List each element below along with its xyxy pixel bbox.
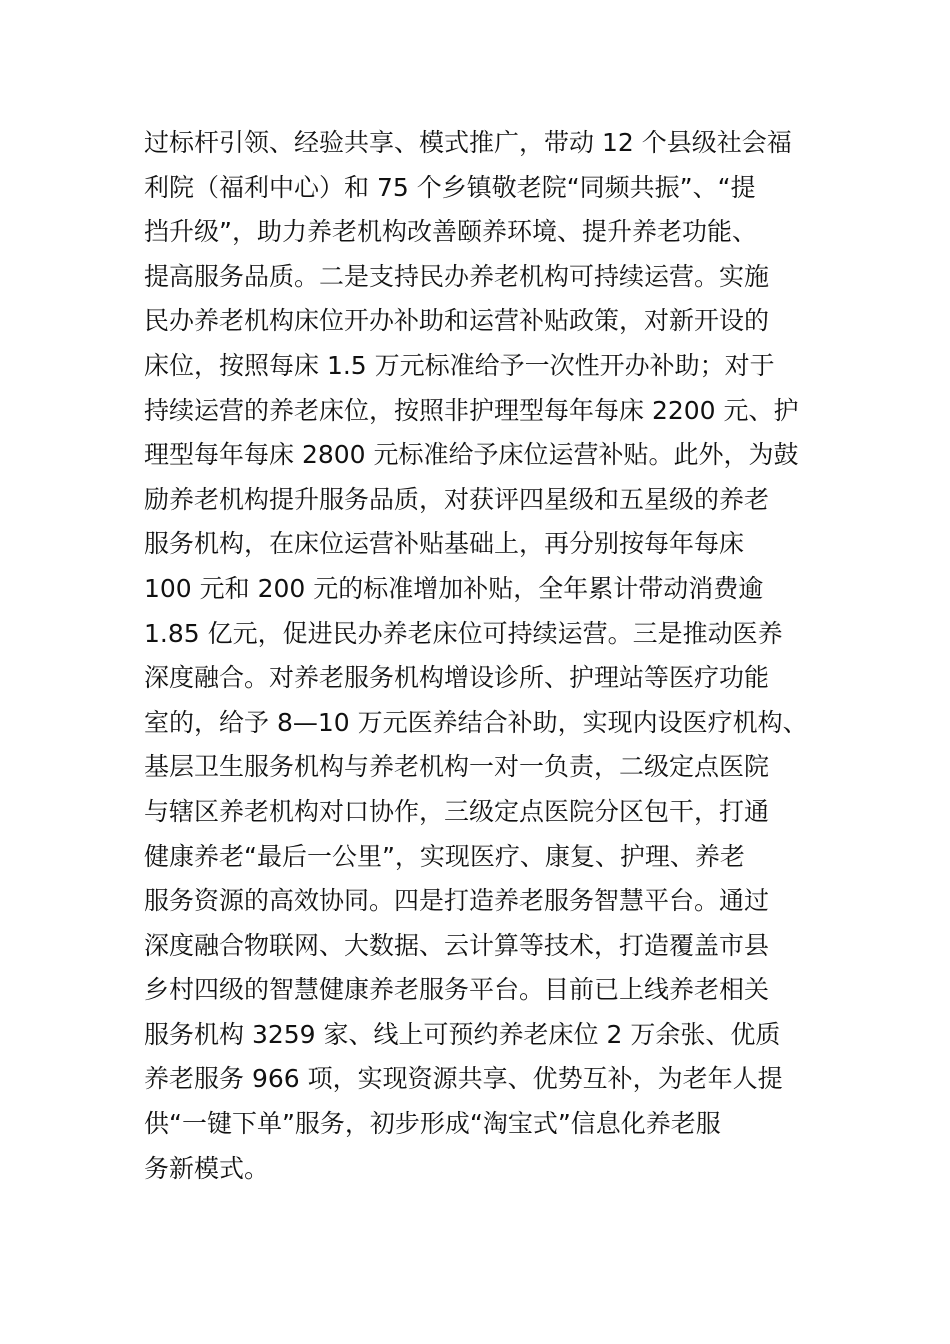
text-line: 利院（福利中心）和 75 个乡镇敬老院“同频共振”、“提 xyxy=(144,172,756,202)
body-paragraph xyxy=(144,121,824,1191)
text-line: 基层卫生服务机构与养老机构一对一负责，二级定点医院 xyxy=(144,752,770,782)
text-line: 过标杆引领、经验共享、模式推广，带动 12 个县级社会福 xyxy=(144,128,792,157)
text-line: 服务机构，在床位运营补贴基础上，再分别按每年每床 xyxy=(144,529,745,559)
text-line: 养老服务 966 项，实现资源共享、优势互补，为老年人提 xyxy=(144,1064,783,1094)
text-line: 服务资源的高效协同。四是打造养老服务智慧平台。通过 xyxy=(144,886,770,916)
text-line: 民办养老机构床位开办补助和运营补贴政策，对新开设的 xyxy=(144,306,770,336)
text-line: 挡升级”，助力养老机构改善颐养环境、提升养老功能、 xyxy=(144,217,757,247)
text-line: 深度融合。对养老服务机构增设诊所、护理站等医疗功能 xyxy=(144,663,770,693)
text-line: 供“一键下单”服务，初步形成“淘宝式”信息化养老服 xyxy=(144,1109,721,1139)
text-line: 与辖区养老机构对口协作，三级定点医院分区包干，打通 xyxy=(144,796,770,826)
text-line: 深度融合物联网、大数据、云计算等技术，打造覆盖市县 xyxy=(144,930,770,960)
text-line: 务新模式。 xyxy=(144,1153,270,1183)
text-line: 100 元和 200 元的标准增加补贴，全年累计带动消费逾 xyxy=(144,573,764,603)
text-line: 室的，给予 8—10 万元医养结合补助，实现内设医疗机构、 xyxy=(144,707,808,737)
text-line: 励养老机构提升服务品质，对获评四星级和五星级的养老 xyxy=(144,484,770,514)
text-line: 提高服务品质。二是支持民办养老机构可持续运营。实施 xyxy=(144,261,770,291)
text-line: 乡村四级的智慧健康养老服务平台。目前已上线养老相关 xyxy=(144,975,770,1005)
text-line: 床位，按照每床 1.5 万元标准给予一次性开办补助；对于 xyxy=(144,350,775,380)
text-line: 健康养老“最后一公里”，实现医疗、康复、护理、养老 xyxy=(144,841,745,871)
text-line: 理型每年每床 2800 元标准给予床位运营补贴。此外，为鼓 xyxy=(144,440,799,470)
text-line: 服务机构 3259 家、线上可预约养老床位 2 万余张、优质 xyxy=(144,1019,781,1049)
text-line: 持续运营的养老床位，按照非护理型每年每床 2200 元、护 xyxy=(144,395,799,425)
text-line: 1.85 亿元，促进民办养老床位可持续运营。三是推动医养 xyxy=(144,618,783,648)
